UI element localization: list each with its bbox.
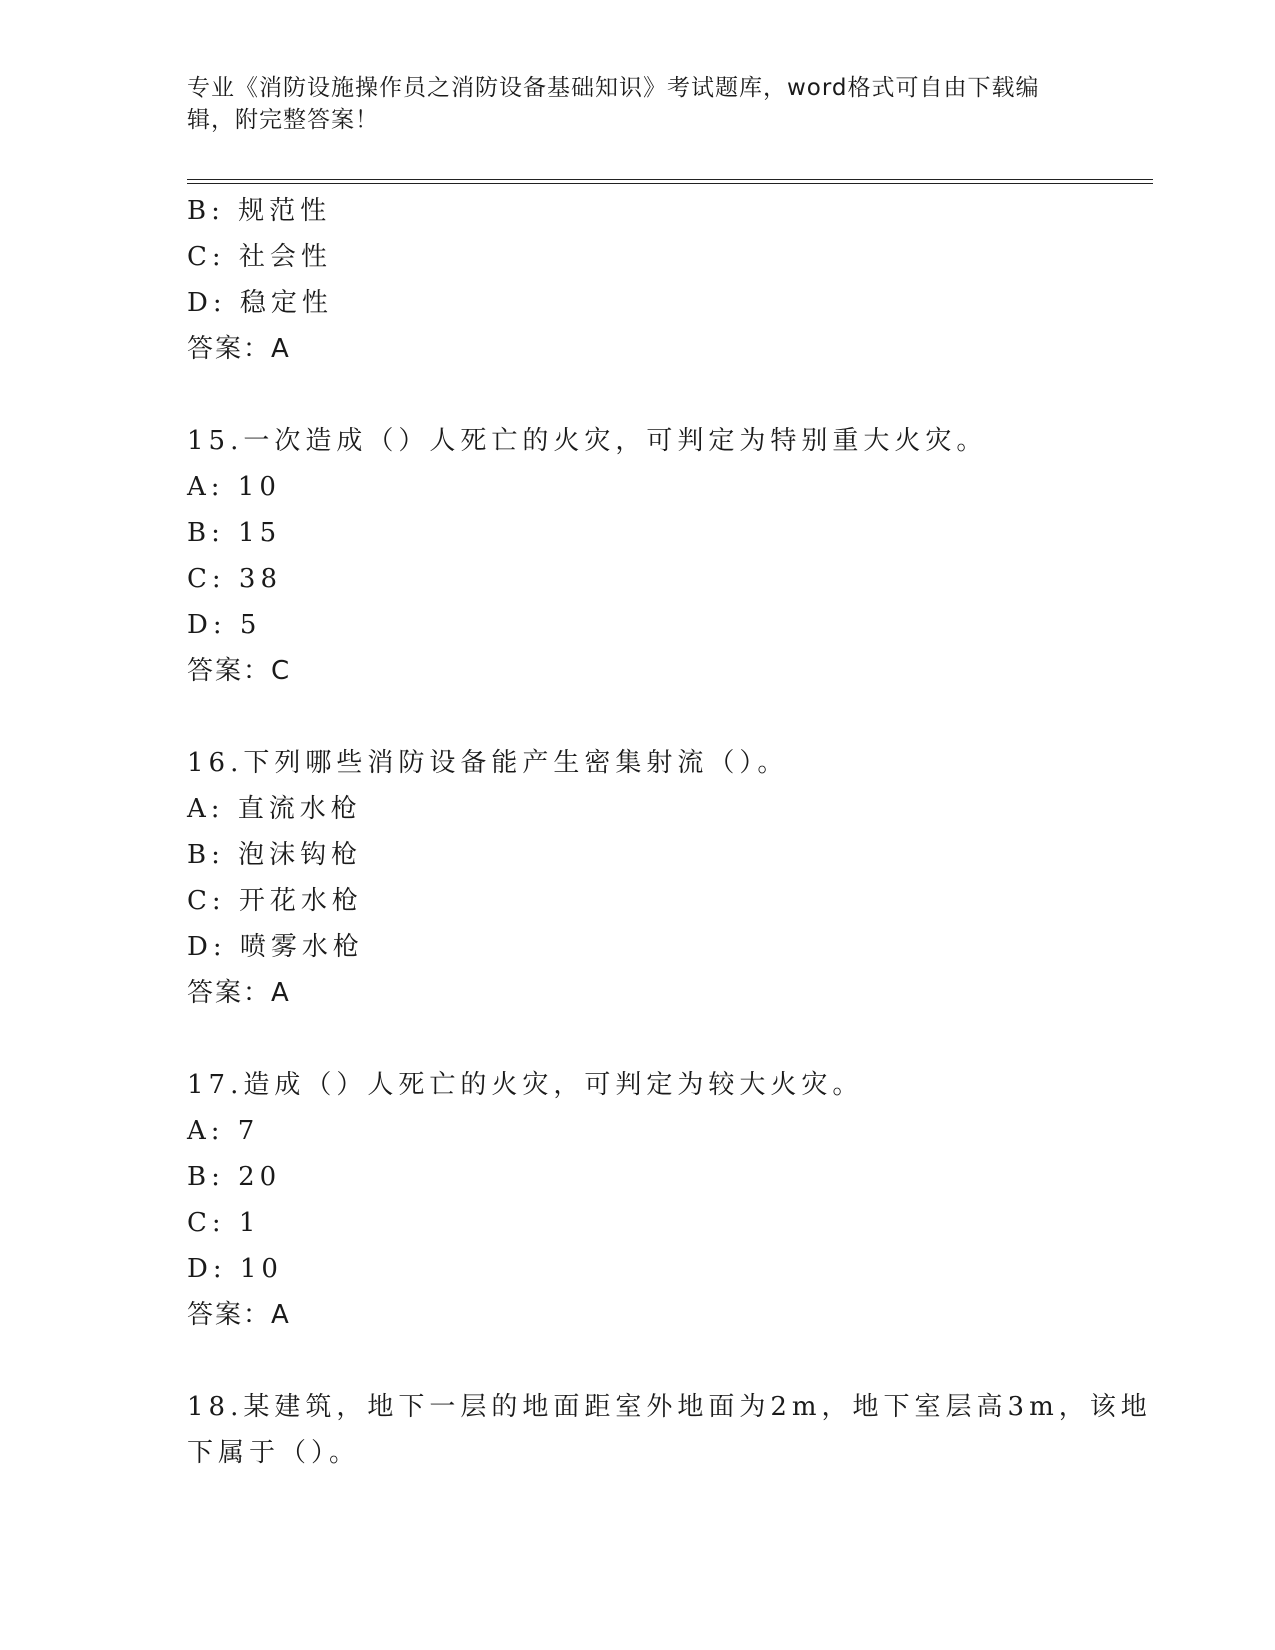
answer-line: 答案：A <box>187 978 291 1008</box>
question-text: 15.一次造成（）人死亡的火灾，可判定为特别重大火灾。 <box>187 426 988 456</box>
question-text: 17.造成（）人死亡的火灾，可判定为较大火灾。 <box>187 1070 864 1100</box>
option-b: B: 20 <box>187 1162 282 1192</box>
question-block-15 <box>187 418 1087 694</box>
option-a: A: 直流水枪 <box>187 794 362 824</box>
option-b: B: 泡沫钩枪 <box>187 840 363 870</box>
header-divider-top <box>187 179 1153 180</box>
header-divider-bottom <box>187 183 1153 184</box>
option-b: B: 规范性 <box>187 196 332 226</box>
question-block-17 <box>187 1062 1087 1338</box>
question-text: 16.下列哪些消防设备能产生密集射流（）。 <box>187 748 789 778</box>
header-line-1: 专业《消防设施操作员之消防设备基础知识》考试题库，word格式可自由下载编 <box>187 75 1040 101</box>
question-block-18 <box>187 1384 1152 1476</box>
question-list <box>187 188 1152 1476</box>
option-c: C: 38 <box>187 564 283 594</box>
question-text-line-1: 18.某建筑，地下一层的地面距室外地面为2m，地下室层高3m，该地 <box>187 1392 1152 1422</box>
question-block-16 <box>187 740 1087 1016</box>
header-line-2: 辑，附完整答案！ <box>187 107 379 133</box>
question-block-14 <box>187 188 1087 372</box>
option-d: D: 10 <box>187 1254 283 1284</box>
answer-line: 答案：C <box>187 656 292 686</box>
option-c: C: 1 <box>187 1208 261 1238</box>
option-d: D: 稳定性 <box>187 288 333 318</box>
answer-line: 答案：A <box>187 334 291 364</box>
question-text-line-2: 下属于（）。 <box>187 1438 361 1468</box>
option-b: B: 15 <box>187 518 282 548</box>
answer-line: 答案：A <box>187 1300 291 1330</box>
option-d: D: 喷雾水枪 <box>187 932 364 962</box>
option-a: A: 7 <box>187 1116 260 1146</box>
option-a: A: 10 <box>187 472 281 502</box>
option-d: D: 5 <box>187 610 262 640</box>
document-header <box>187 72 1087 136</box>
option-c: C: 社会性 <box>187 242 332 272</box>
option-c: C: 开花水枪 <box>187 886 363 916</box>
